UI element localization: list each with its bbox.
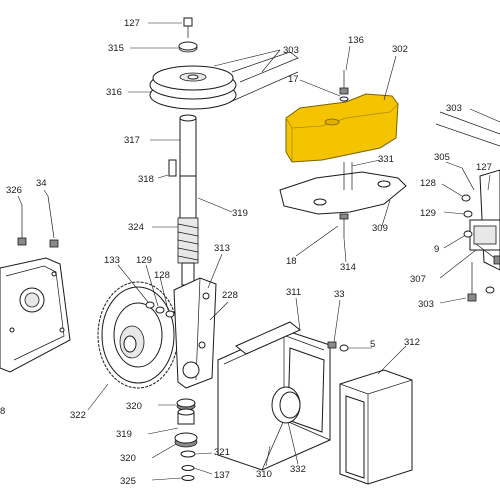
label-320b: 320 (120, 453, 136, 464)
pulley-316-part[interactable] (150, 66, 236, 109)
bearing-320-top-part[interactable] (177, 399, 195, 410)
washer-133-part[interactable] (146, 302, 154, 308)
washer-129-right-part[interactable] (464, 211, 472, 217)
bolt-305-part[interactable] (462, 168, 474, 190)
label-320: 320 (126, 401, 142, 412)
label-17: 17 (288, 74, 299, 85)
seal-332-part[interactable] (272, 387, 300, 423)
screw-314-part[interactable] (340, 214, 348, 238)
bearing-320-bottom-part[interactable] (175, 433, 197, 447)
screw-136-part[interactable] (340, 70, 348, 94)
washer-321-part[interactable] (181, 451, 195, 457)
mounting-plate-309-part[interactable] (280, 172, 406, 214)
label-136: 136 (348, 35, 364, 46)
bolt-326-part[interactable] (18, 205, 26, 245)
label-303b: 303 (446, 103, 462, 114)
label-303: 303 (283, 45, 299, 56)
washer-315-part[interactable] (179, 42, 197, 52)
label-311: 311 (286, 287, 302, 298)
label-313: 313 (214, 243, 230, 254)
washer-128-right-part[interactable] (462, 195, 470, 201)
label-319: 319 (232, 208, 248, 219)
label-326: 326 (6, 185, 22, 196)
label-5: 5 (370, 339, 376, 350)
washer-17-part[interactable] (340, 97, 348, 101)
label-302: 302 (392, 44, 408, 55)
label-129b: 129 (420, 208, 436, 219)
key-318-part[interactable] (169, 160, 176, 176)
label-127b: 127 (476, 162, 492, 173)
worm-gear-322-part[interactable] (98, 282, 178, 388)
washer-129-part[interactable] (156, 307, 164, 313)
label-137: 137 (214, 470, 230, 481)
label-309: 309 (372, 223, 388, 234)
label-305: 305 (434, 152, 450, 163)
label-317: 317 (124, 135, 140, 146)
label-303c: 303 (418, 299, 434, 310)
label-34: 34 (36, 178, 47, 189)
bolt-303-right-part[interactable] (468, 262, 476, 301)
washer-9-part[interactable] (464, 231, 472, 237)
label-318: 318 (138, 174, 154, 185)
label-325: 325 (120, 476, 136, 487)
label-127: 127 (124, 18, 140, 29)
bracket-right-part[interactable] (470, 170, 500, 270)
clip-137-part[interactable] (182, 466, 194, 471)
label-310: 310 (256, 469, 272, 480)
washer-5-part[interactable] (340, 345, 348, 351)
washer-128-part[interactable] (166, 311, 174, 317)
label-322: 322 (70, 410, 86, 421)
label-228: 228 (222, 290, 238, 301)
belt-303-right-part[interactable] (436, 112, 500, 146)
washer-8-part[interactable] (486, 287, 494, 293)
label-9: 9 (434, 244, 440, 255)
label-315: 315 (108, 43, 124, 54)
label-133: 133 (104, 255, 120, 266)
label-331: 331 (378, 154, 394, 165)
bolt-34-part[interactable] (48, 196, 58, 247)
label-128b: 128 (420, 178, 436, 189)
box-312-part[interactable] (340, 370, 412, 484)
left-housing-part[interactable] (0, 258, 70, 372)
label-8: 8 (0, 406, 6, 417)
worm-shaft-324-part[interactable] (178, 176, 198, 285)
label-312: 312 (404, 337, 420, 348)
label-324: 324 (128, 222, 144, 233)
label-18: 18 (286, 256, 297, 267)
label-321: 321 (214, 447, 230, 458)
nut-325-part[interactable] (182, 476, 194, 481)
spacer-319-part[interactable] (178, 409, 194, 424)
label-129: 129 (136, 255, 152, 266)
bolt-127-part[interactable] (184, 18, 192, 38)
shaft-317-part[interactable] (180, 115, 196, 176)
nut-33-part[interactable] (328, 342, 336, 348)
label-128: 128 (154, 270, 170, 281)
label-319b: 319 (116, 429, 132, 440)
label-307: 307 (410, 274, 426, 285)
highlighted-cover-302-part[interactable] (286, 94, 398, 162)
label-33: 33 (334, 289, 345, 300)
label-332: 332 (290, 464, 306, 475)
label-316: 316 (106, 87, 122, 98)
bracket-313-part[interactable] (174, 278, 216, 388)
label-314: 314 (340, 262, 356, 273)
